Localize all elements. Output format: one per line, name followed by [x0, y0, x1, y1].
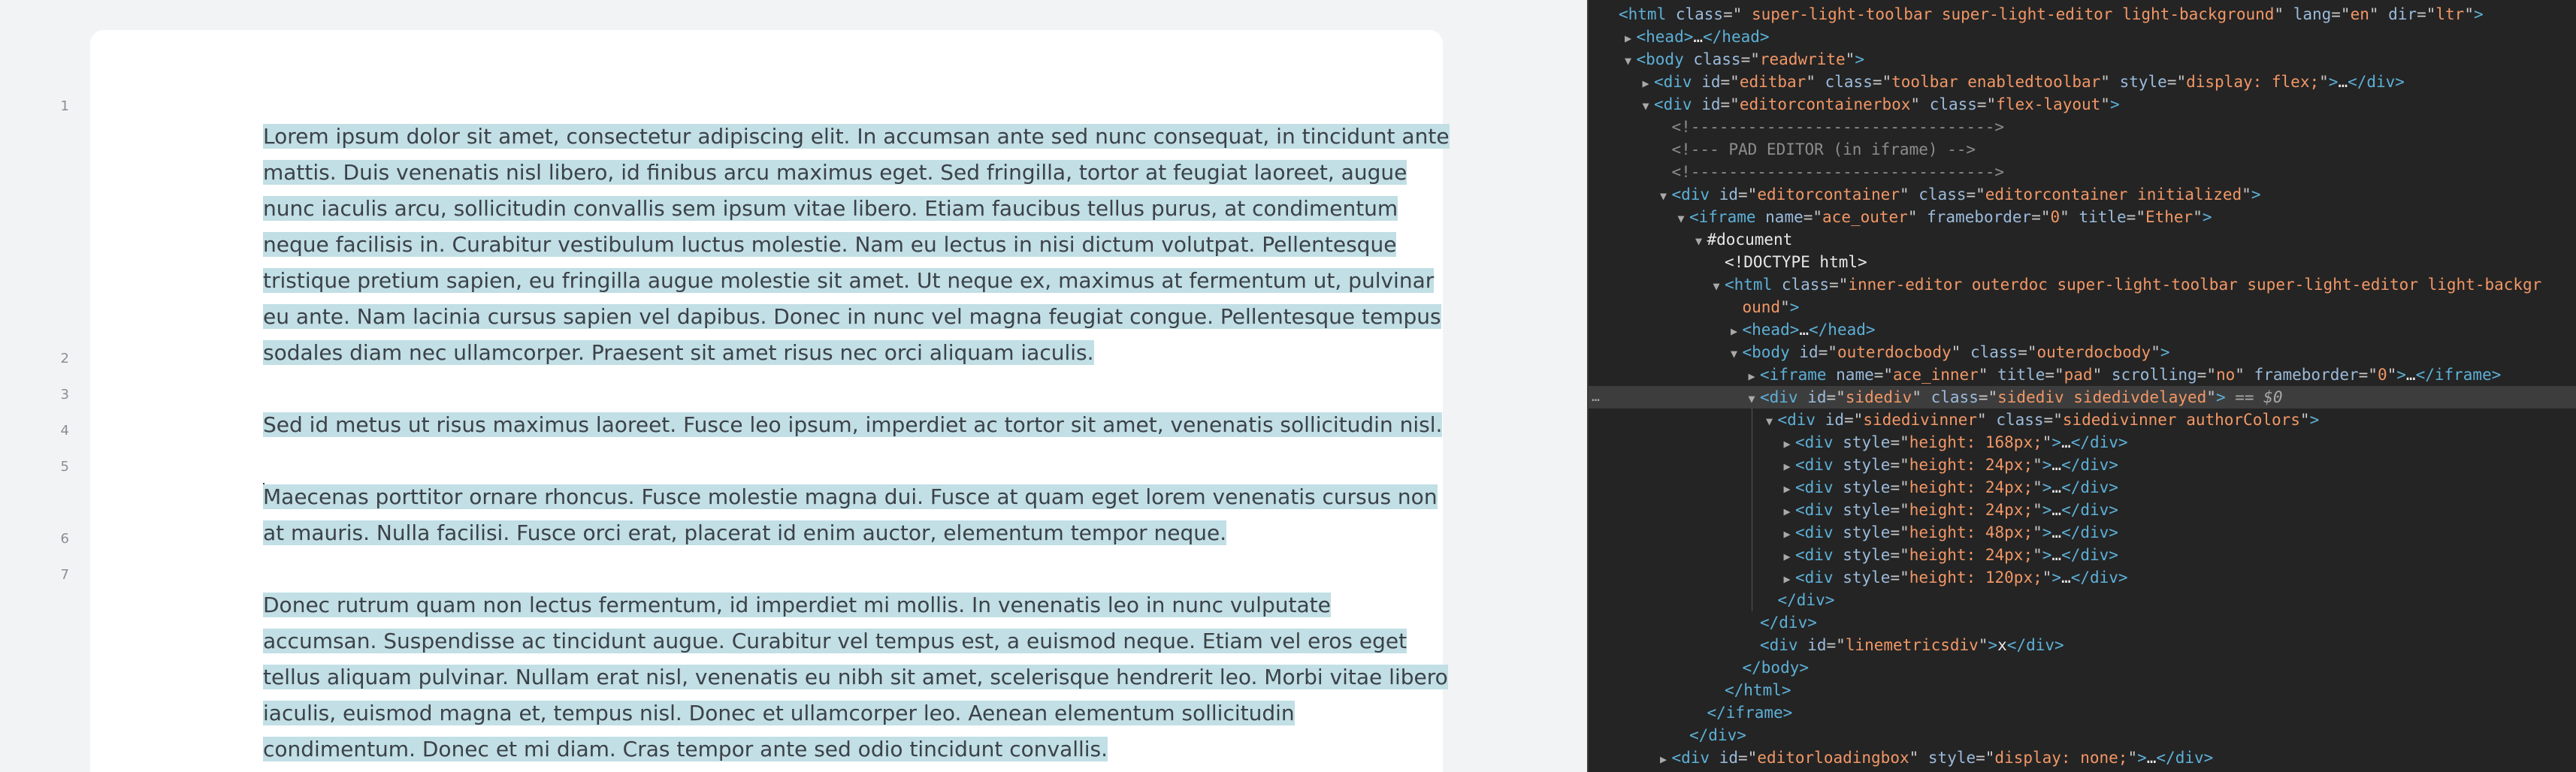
dom-token: ="	[1890, 478, 1909, 496]
dom-token: title	[2079, 208, 2127, 226]
dom-token: <div	[1671, 749, 1719, 767]
dom-token: pad	[2064, 366, 2093, 384]
line-number: 7	[60, 567, 69, 583]
dom-token: dir	[2388, 5, 2417, 23]
dom-token: </div>	[2156, 749, 2214, 767]
paragraph[interactable]	[263, 479, 1450, 551]
dom-token: >	[1855, 50, 1864, 68]
dom-token: "	[2060, 208, 2079, 226]
dom-token: lang	[2293, 5, 2332, 23]
dom-token: super-light-toolbar super-light-editor light-background	[1742, 5, 2275, 23]
collapse-triangle-icon[interactable]: ▼	[1748, 392, 1755, 406]
dom-token: <html	[1619, 5, 1676, 23]
dom-token: ="	[1966, 185, 1985, 204]
dom-token: <div	[1795, 433, 1843, 451]
expand-triangle-icon[interactable]: ▶	[1642, 77, 1649, 90]
dom-token: x	[1997, 636, 2007, 654]
dom-token: class	[1930, 388, 1979, 406]
dom-token: ound	[1742, 298, 1781, 316]
dom-token: <html	[1725, 276, 1782, 294]
dom-token: <div	[1671, 185, 1719, 204]
dom-token: class	[1929, 95, 1977, 113]
dom-token: outerdocbody	[2036, 343, 2151, 361]
dom-token: </iframe>	[1707, 704, 1793, 722]
dom-token: ="	[1890, 568, 1909, 587]
dom-token: </div>	[2061, 546, 2118, 564]
dom-token: height: 120px;	[1909, 568, 2042, 587]
dom-node-row[interactable]	[1589, 679, 2576, 701]
dom-node-row[interactable]	[1589, 656, 2576, 679]
dom-token: display: flex;	[2186, 73, 2320, 91]
dom-token: class	[1996, 411, 2044, 429]
collapse-triangle-icon[interactable]: ▼	[1624, 54, 1632, 68]
dom-token: >	[2396, 366, 2406, 384]
dom-token: toolbar enabledtoolbar	[1891, 73, 2101, 91]
line-number: 3	[60, 387, 69, 403]
dom-token: height: 48px;	[1909, 523, 2033, 541]
dom-token: <div	[1795, 501, 1843, 519]
dom-token: <div	[1654, 95, 1702, 113]
dom-token: <head>	[1636, 28, 1694, 46]
dom-token: "	[2193, 208, 2203, 226]
dom-token: >	[2042, 456, 2052, 474]
dom-token: </div>	[2070, 568, 2128, 587]
dom-token: >	[1988, 636, 1998, 654]
dom-token: ="	[1872, 73, 1892, 91]
dom-token: ="	[1818, 343, 1837, 361]
dom-token: sidediv sidedivdelayed	[1997, 388, 2207, 406]
dom-token: "	[2033, 546, 2042, 564]
line-number: 6	[60, 531, 69, 547]
dom-token: ="	[1723, 5, 1743, 23]
dom-token: id	[1807, 636, 1827, 654]
dom-token: height: 24px;	[1909, 546, 2033, 564]
dom-token: ltr	[2435, 5, 2465, 23]
dom-token: inner-editor outerdoc super-light-toolbar super-light-editor light-backgr	[1848, 276, 2542, 294]
dom-token: </head>	[1809, 321, 1876, 339]
dom-token: id	[1799, 343, 1819, 361]
dom-token: id	[1807, 388, 1827, 406]
dom-token: "	[2127, 749, 2138, 767]
dom-token: <div	[1795, 456, 1843, 474]
dom-token: >	[2160, 343, 2170, 361]
dom-token: height: 24px;	[1909, 456, 2033, 474]
dom-token: class	[1781, 276, 1830, 294]
collapse-triangle-icon[interactable]: ▼	[1695, 234, 1703, 248]
dom-token: >	[2042, 478, 2052, 496]
dom-token: <iframe	[1760, 366, 1837, 384]
dom-token: "	[2235, 366, 2254, 384]
dom-token: "	[2206, 388, 2216, 406]
line-number: 5	[60, 459, 69, 475]
dom-token: style	[1843, 456, 1891, 474]
dom-node-row[interactable]	[1589, 634, 2576, 656]
empty-line[interactable]	[263, 551, 1450, 587]
dom-token: <div	[1777, 411, 1825, 429]
dom-token: id	[1719, 185, 1739, 204]
dom-token: style	[1843, 568, 1891, 587]
dom-node-row[interactable]	[1589, 48, 2576, 71]
dom-node-row[interactable]	[1589, 251, 2576, 273]
dom-node-row[interactable]	[1589, 499, 2576, 521]
dom-token: <div	[1795, 568, 1843, 587]
dom-token: …	[2051, 501, 2062, 519]
dom-token: "	[2387, 366, 2397, 384]
dom-token: ="	[2043, 411, 2063, 429]
paragraph-text[interactable]: Maecenas porttitor ornare rhoncus. Fusce molestie magna dui. Fusce at quam eget lorem venenatis cursus non at mauris. Nulla facilisi. Fusce orci erat, placerat id enim auctor, elementum tempor neque.	[263, 484, 1438, 545]
dom-token: style	[1843, 501, 1891, 519]
dom-token: ="	[2166, 73, 2187, 91]
dom-token: "	[2100, 95, 2110, 113]
dom-token: </div>	[2006, 636, 2064, 654]
dom-token: ace_inner	[1893, 366, 1979, 384]
dom-token: "	[2464, 5, 2474, 23]
collapse-triangle-icon[interactable]: ▼	[1659, 189, 1667, 203]
dom-token: </head>	[1703, 28, 1770, 46]
dom-token: </div>	[2061, 478, 2118, 496]
dom-token: linemetricsdiv	[1845, 636, 1979, 654]
dom-token: …	[2051, 546, 2062, 564]
dom-node-row[interactable]	[1589, 183, 2576, 206]
paragraph[interactable]	[263, 407, 1450, 443]
dom-token: style	[1843, 523, 1891, 541]
dom-token: height: 168px;	[1909, 433, 2042, 451]
dom-node-row[interactable]	[1589, 138, 2576, 161]
dom-token: ="	[2417, 5, 2436, 23]
dom-token: <div	[1760, 636, 1808, 654]
line-number: 4	[60, 423, 69, 439]
dom-node-row[interactable]	[1589, 521, 2576, 544]
editor-text-area[interactable]	[263, 119, 1450, 767]
dom-token: 0	[2377, 366, 2387, 384]
dom-token: >	[2051, 568, 2062, 587]
dom-node-row[interactable]	[1589, 296, 2576, 318]
dom-token: >	[2109, 95, 2120, 113]
dom-token: …	[2051, 456, 2062, 474]
dom-token: outerdocbody	[1837, 343, 1952, 361]
dom-token: class	[1675, 5, 1724, 23]
dom-token: "	[1806, 73, 1825, 91]
dom-token: >	[2042, 546, 2052, 564]
dom-token: "	[1845, 50, 1855, 68]
dom-token: sidedivinner authorColors	[2062, 411, 2300, 429]
dom-token: …	[1799, 321, 1810, 339]
dom-token: ="	[1890, 501, 1909, 519]
dom-token: ="	[1890, 433, 1909, 451]
dom-token: editorloadingbox	[1757, 749, 1909, 767]
dom-node-row[interactable]	[1589, 341, 2576, 363]
dom-token: >	[2328, 73, 2339, 91]
dom-token: #document	[1707, 231, 1793, 249]
collapse-triangle-icon[interactable]: ▼	[1677, 212, 1685, 225]
dom-token: ="	[2031, 208, 2051, 226]
dom-token: Ether	[2145, 208, 2194, 226]
dom-token: </body>	[1742, 659, 1810, 677]
dom-node-row[interactable]	[1589, 431, 2576, 454]
dom-token: </div>	[2070, 433, 2128, 451]
dom-token: "	[1977, 411, 1997, 429]
dom-token: "	[2299, 411, 2310, 429]
dom-token: title	[1997, 366, 2045, 384]
dom-node-row[interactable]	[1589, 409, 2576, 431]
dom-token: <body	[1636, 50, 1694, 68]
devtools-elements-panel[interactable]	[1587, 0, 2576, 772]
dom-token: "	[1907, 208, 1927, 226]
more-options-icon[interactable]: …	[1592, 389, 1600, 405]
dom-token: height: 24px;	[1909, 501, 2033, 519]
editor-page[interactable]	[90, 30, 1450, 772]
dom-node-row[interactable]	[1589, 454, 2576, 476]
dom-token: </div>	[1760, 614, 1817, 632]
dom-node-row[interactable]	[1589, 318, 2576, 341]
dom-token: >	[2309, 411, 2320, 429]
expand-triangle-icon[interactable]: ▶	[1624, 32, 1632, 45]
dom-token: <div	[1654, 73, 1702, 91]
dom-token: id	[1701, 95, 1721, 113]
dom-token: "	[2042, 568, 2052, 587]
line-number: 1	[60, 98, 69, 114]
expand-triangle-icon[interactable]: ▶	[1783, 505, 1791, 518]
dom-token: style	[1843, 433, 1891, 451]
dom-token: <div	[1795, 478, 1843, 496]
dom-token: </iframe>	[2415, 366, 2502, 384]
dom-node-row[interactable]	[1589, 71, 2576, 93]
dom-token: >	[2042, 501, 2052, 519]
dom-node-row[interactable]	[1589, 363, 2576, 386]
dom-token: "	[2100, 73, 2120, 91]
dom-token: …	[2405, 366, 2416, 384]
dom-token: …	[2338, 73, 2348, 91]
dom-node-row[interactable]	[1589, 273, 2576, 296]
dom-token: …	[2146, 749, 2157, 767]
dom-token: ="	[1873, 366, 1894, 384]
dom-token: ="	[1829, 276, 1849, 294]
dom-node-row[interactable]	[1589, 26, 2576, 48]
dom-token: …	[2061, 568, 2071, 587]
empty-line[interactable]	[263, 443, 1450, 479]
expand-triangle-icon[interactable]: ▶	[1783, 437, 1791, 451]
dom-token: "	[1910, 95, 1930, 113]
dom-node-row[interactable]	[1589, 589, 2576, 611]
paragraph-text[interactable]: Lorem ipsum dolor sit amet, consectetur adipiscing elit. In accumsan ante sed nunc consequat, in tincidunt ante mattis. Duis venenatis nisl libero, id finibus arcu maximus eget. Sed fringilla, tortor at feugiat laoreet, augue nunc iaculis arcu, sollicitudin convallis sem ipsum vitae libero. Etiam faucibus tellus purus, at condimentum neque facilisis in. Curabitur vestibulum luctus molestie. Nam eu lectus in nisi dictum volutpat. Pellentesque tristique pretium sapien, eu fringilla augue molestie sit amet. Ut neque ex, maximus at fermentum ut, pulvinar eu ante. Nam lacinia cursus sapien vel dapibus. Donec in nunc vel magna feugiat congue. Pellentesque tempus sodales diam nec ullamcorper. Praesent sit amet risus nec orci aliquam iaculis.	[263, 124, 1450, 365]
dom-node-row[interactable]	[1589, 724, 2576, 746]
dom-token: <div	[1795, 546, 1843, 564]
dom-token: ="	[1720, 95, 1740, 113]
collapse-triangle-icon[interactable]: ▼	[1765, 415, 1773, 428]
dom-token: ="	[1976, 95, 1997, 113]
dom-token: "	[2369, 5, 2389, 23]
dom-node-row[interactable]	[1589, 206, 2576, 228]
dom-node-row[interactable]	[1589, 701, 2576, 724]
dom-token: style	[2119, 73, 2167, 91]
dom-token: scrolling	[2111, 366, 2197, 384]
dom-token: …	[2051, 478, 2062, 496]
dom-token: ="	[1826, 636, 1846, 654]
dom-token: frameborder	[2254, 366, 2359, 384]
dom-node-row[interactable]	[1589, 161, 2576, 183]
dom-token: class	[1918, 185, 1967, 204]
dom-token: "	[1978, 636, 1988, 654]
dom-token: </div>	[1689, 726, 1746, 744]
dom-token: ="	[2126, 208, 2145, 226]
dom-token: <div	[1760, 388, 1808, 406]
dom-token: "	[2033, 523, 2042, 541]
dom-token: <!-------------------------------->	[1671, 118, 2005, 136]
dom-token: "	[1780, 298, 1790, 316]
dom-token: style	[1843, 546, 1891, 564]
dom-token: "	[2151, 343, 2160, 361]
dom-token: …	[2051, 523, 2062, 541]
expand-triangle-icon[interactable]: ▶	[1783, 482, 1791, 496]
dom-token: </html>	[1725, 681, 1791, 699]
dom-token: >	[2473, 5, 2484, 23]
dom-token: "	[2242, 185, 2251, 204]
expand-triangle-icon[interactable]: ▶	[1783, 460, 1791, 473]
dom-token: "	[2092, 366, 2112, 384]
dom-token: <body	[1742, 343, 1800, 361]
collapse-triangle-icon[interactable]: ▼	[1730, 347, 1738, 360]
dom-token: "	[1899, 185, 1919, 204]
dom-token: >	[2042, 523, 2052, 541]
dom-token: sidedivinner	[1863, 411, 1978, 429]
dom-token: <iframe	[1689, 208, 1766, 226]
paragraph[interactable]	[263, 587, 1450, 767]
collapse-triangle-icon[interactable]: ▼	[1713, 279, 1720, 293]
collapse-triangle-icon[interactable]: ▼	[1642, 99, 1649, 113]
expand-triangle-icon[interactable]: ▶	[1659, 752, 1667, 766]
dom-token: id	[1701, 73, 1721, 91]
dom-token: height: 24px;	[1909, 478, 2033, 496]
dom-node-row[interactable]	[1589, 611, 2576, 634]
dom-token: style	[1927, 749, 1976, 767]
dom-token: >	[1789, 298, 1800, 316]
dom-token: ="	[1738, 749, 1758, 767]
dom-token: editorcontainerbox	[1739, 95, 1911, 113]
dom-token: …	[2061, 433, 2071, 451]
dom-token: ="	[1738, 185, 1758, 204]
dom-token: >	[2137, 749, 2147, 767]
line-number-gutter	[0, 0, 90, 772]
dom-token: ="	[2197, 366, 2216, 384]
dom-node-row[interactable]	[1589, 116, 2576, 138]
dom-token: <div	[1795, 523, 1843, 541]
dom-token: no	[2215, 366, 2236, 384]
dom-token: id	[1825, 411, 1845, 429]
dom-token: ="	[1740, 50, 1760, 68]
dom-token: ="	[1826, 388, 1846, 406]
dom-token: </div>	[2061, 523, 2118, 541]
dom-token: ="	[1890, 523, 1909, 541]
dom-token: <!DOCTYPE html>	[1725, 253, 1867, 271]
dom-token: frameborder	[1927, 208, 2032, 226]
dom-token: >	[2215, 388, 2226, 406]
dom-token: ="	[2331, 5, 2351, 23]
dom-token: ="	[2018, 343, 2037, 361]
dom-token: flex-layout	[1996, 95, 2101, 113]
dom-node-row[interactable]	[1589, 544, 2576, 566]
expand-triangle-icon[interactable]: ▶	[1783, 572, 1791, 586]
empty-line[interactable]	[263, 371, 1450, 407]
dom-token: "	[2042, 433, 2052, 451]
dom-token: 0	[2050, 208, 2060, 226]
dom-token: class	[1825, 73, 1873, 91]
expand-triangle-icon[interactable]: ▶	[1748, 369, 1755, 383]
expand-triangle-icon[interactable]: ▶	[1783, 527, 1791, 541]
expand-triangle-icon[interactable]: ▶	[1730, 324, 1738, 338]
dom-node-row[interactable]	[1589, 566, 2576, 589]
dom-token: style	[1843, 478, 1891, 496]
dom-node-row[interactable]	[1589, 386, 2576, 409]
dom-token: "	[1978, 366, 1998, 384]
dom-token: id	[1719, 749, 1739, 767]
dom-token: ="	[1890, 456, 1909, 474]
dom-node-row[interactable]	[1589, 476, 2576, 499]
dom-token: name	[1765, 208, 1804, 226]
dom-token: "	[1951, 343, 1970, 361]
paragraph[interactable]	[263, 119, 1450, 371]
dom-token: display: none;	[1994, 749, 2128, 767]
dom-token: readwrite	[1759, 50, 1846, 68]
dom-token: name	[1836, 366, 1874, 384]
dom-token: class	[1970, 343, 2018, 361]
dom-node-row[interactable]	[1589, 93, 2576, 116]
dom-token: …	[1693, 28, 1704, 46]
dom-token: editbar	[1739, 73, 1807, 91]
dom-token: </div>	[2061, 501, 2118, 519]
dom-token: editorcontainer initialized	[1985, 185, 2242, 204]
dom-token: </div>	[1777, 591, 1835, 609]
dom-token: "	[1912, 388, 1931, 406]
dom-token: <head>	[1742, 321, 1800, 339]
dom-token: <!--- PAD EDITOR (in iframe) -->	[1671, 140, 1976, 158]
dom-token: "	[2274, 5, 2293, 23]
dom-token: class	[1693, 50, 1741, 68]
dom-token: ="	[1976, 749, 1995, 767]
dom-node-row[interactable]	[1589, 228, 2576, 251]
dom-token: ="	[1890, 546, 1909, 564]
dom-token: ="	[1803, 208, 1823, 226]
dom-token: >	[2051, 433, 2062, 451]
selected-node-marker: == $0	[2225, 388, 2283, 406]
paragraph-text[interactable]: Donec rutrum quam non lectus fermentum, id imperdiet mi mollis. In venenatis leo in nunc vulputate accumsan. Suspendisse ac tincidunt augue. Curabitur vel tempus est, a euismod neque. Etiam vel eros eget tellus aliquam pulvinar. Nullam erat nisl, venenatis eu nibh sit amet, scelerisque hendrerit leo. Morbi vitae libero iaculis, euismod magna et, tempus nisl. Donec et ullamcorper leo. Aenean elementum sollicitudin condimentum. Donec et mi diam. Cras tempor ante sed odio tincidunt convallis.	[263, 593, 1448, 761]
dom-token: editorcontainer	[1757, 185, 1900, 204]
dom-token: ="	[2045, 366, 2064, 384]
dom-token: "	[1909, 749, 1928, 767]
dom-token: "	[2033, 478, 2042, 496]
dom-token: >	[2202, 208, 2212, 226]
dom-token: sidediv	[1845, 388, 1912, 406]
dom-token: ace_outer	[1822, 208, 1908, 226]
dom-token: "	[2319, 73, 2329, 91]
expand-triangle-icon[interactable]: ▶	[1783, 550, 1791, 563]
dom-token: en	[2350, 5, 2369, 23]
dom-token: </div>	[2348, 73, 2405, 91]
dom-token: "	[2033, 456, 2042, 474]
dom-token: "	[2033, 501, 2042, 519]
dom-token: ="	[1720, 73, 1740, 91]
dom-token: </div>	[2061, 456, 2118, 474]
dom-token: ="	[1844, 411, 1864, 429]
dom-token: >	[2251, 185, 2261, 204]
line-number: 2	[60, 351, 69, 366]
dom-token: ="	[1978, 388, 1998, 406]
paragraph-text[interactable]: Sed id metus ut risus maximus laoreet. Fusce leo ipsum, imperdiet ac tortor sit amet, venenatis sollicitudin nisl.	[263, 412, 1443, 437]
dom-node-row[interactable]	[1589, 746, 2576, 769]
dom-token: <!-------------------------------->	[1671, 163, 2005, 181]
dom-token: ="	[2358, 366, 2378, 384]
dom-node-row[interactable]	[1589, 3, 2576, 26]
